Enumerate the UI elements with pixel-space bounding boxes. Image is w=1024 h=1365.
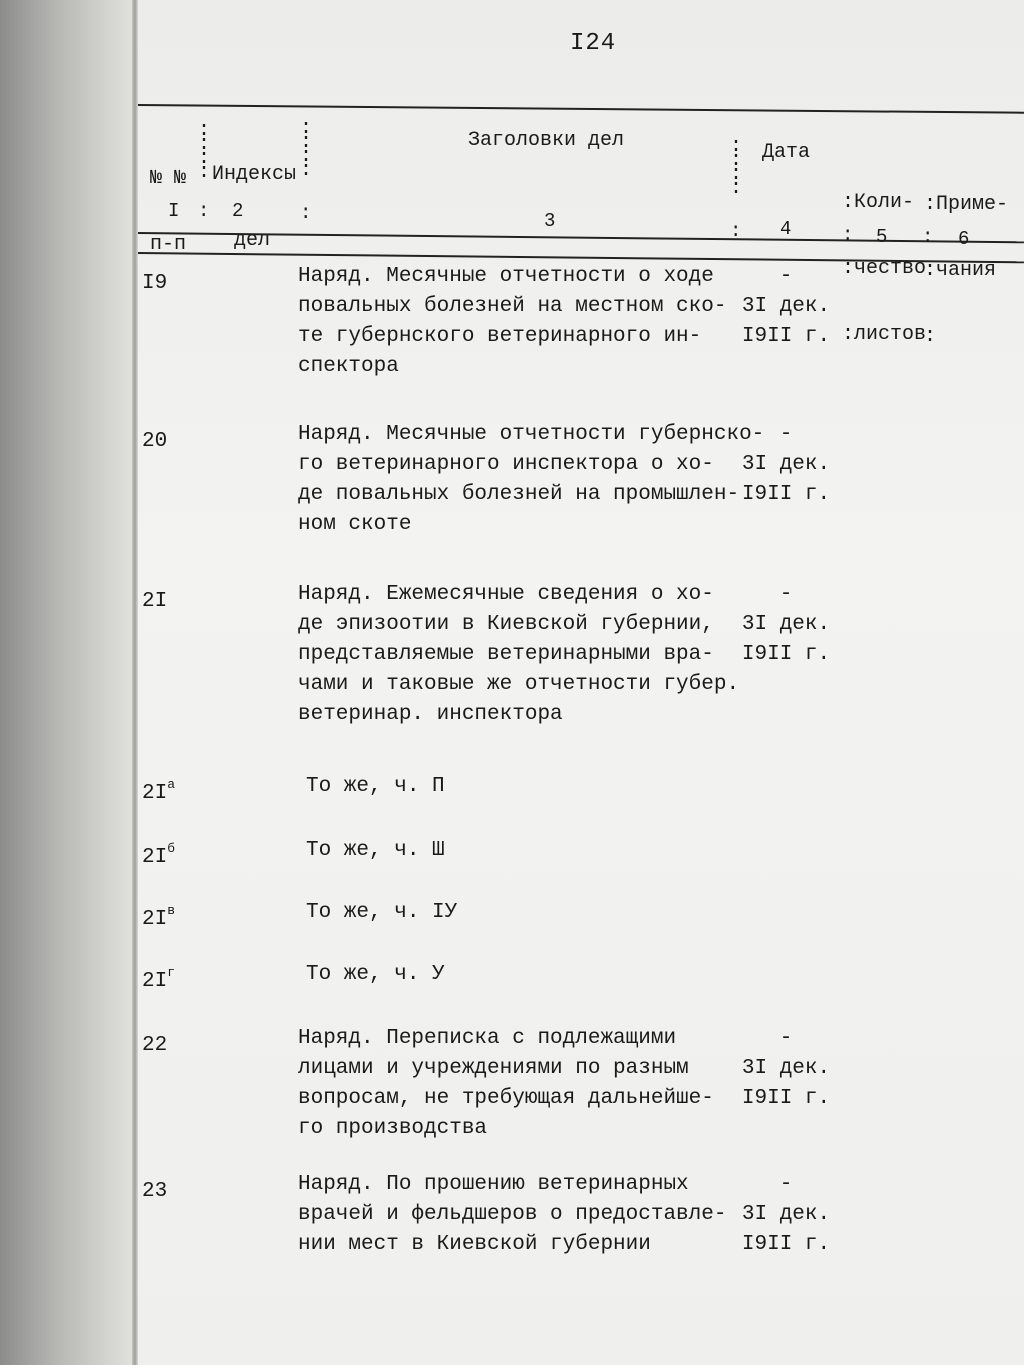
header-col-sheets: :Коли- :чество :листов (842, 191, 927, 346)
entry-date: - 3I дек. I9II г. (741, 1027, 831, 1110)
entry-title: То же, ч. П (306, 775, 445, 798)
page-number: I24 (570, 30, 617, 57)
entry-title: То же, ч. Ш (306, 839, 445, 862)
entry-number: 2I (142, 590, 168, 613)
column-number-2: 2 (232, 200, 244, 222)
column-separator: : : : : (730, 135, 743, 200)
column-separator: : (922, 226, 934, 248)
entry-number: 22 (142, 1034, 168, 1057)
column-number-3: 3 (544, 210, 556, 232)
header-col-date: Дата (762, 141, 811, 164)
column-number-6: 6 (958, 228, 970, 250)
column-number-1: I (168, 200, 180, 222)
column-number-4: 4 (780, 218, 792, 240)
column-separator: : (198, 200, 210, 222)
entry-number: $2I^б$ (142, 841, 176, 869)
book-spine (0, 0, 140, 1365)
header-col-number: № № п-п (150, 167, 187, 256)
column-separator: : : : : (198, 119, 211, 184)
column-separator: : (730, 220, 742, 242)
column-separator: : (300, 202, 312, 224)
entry-number: 23 (142, 1180, 168, 1203)
entry-date: - 3I дек. I9II г. (741, 265, 831, 348)
column-separator: : (842, 224, 854, 246)
entry-title: Наряд. Ежемесячные сведения о хо- де эпизоотии в Киевской губернии, представляемые ветеринарными вра- чами и таковые же отчетности губер. ветеринар. инспектора (298, 583, 740, 726)
entry-date: - 3I дек. I9II г. (741, 423, 831, 506)
entry-number: I9 (142, 272, 168, 295)
header-col-index: Индексы дел (212, 163, 297, 252)
entry-number: 20 (142, 430, 168, 453)
entry-date: - 3I дек. I9II г. (741, 1173, 831, 1256)
entry-title: Наряд. Переписка с подлежащими лицами и учреждениями по разным вопросам, не требующая дальнейше- го производства (298, 1027, 714, 1140)
entry-title: То же, ч. У (306, 963, 445, 986)
entry-title: То же, ч. IУ (306, 901, 458, 924)
entry-number: $2I^в$ (142, 903, 176, 931)
header-col-notes: :Приме- :чания : (924, 193, 1009, 348)
entry-date: - 3I дек. I9II г. (741, 583, 831, 666)
entry-title: Наряд. Месячные отчетности о ходе повальных болезней на местном ско- те губернского ветеринарного ин- спектора (298, 265, 727, 378)
entry-number: $2I^а$ (142, 777, 176, 805)
entry-title: Наряд. Месячные отчетности губернско- го ветеринарного инспектора о хо- де повальных болезней на промышлен- ном скоте (298, 423, 765, 536)
header-col-titles: Заголовки дел (468, 129, 625, 152)
entry-title: Наряд. По прошению ветеринарных врачей и фельдшеров о предоставле- нии мест в Киевской губернии (298, 1173, 727, 1256)
column-number-5: 5 (876, 226, 888, 248)
entry-number: $2I^г$ (142, 965, 176, 993)
column-separator: : : : : (300, 117, 313, 182)
